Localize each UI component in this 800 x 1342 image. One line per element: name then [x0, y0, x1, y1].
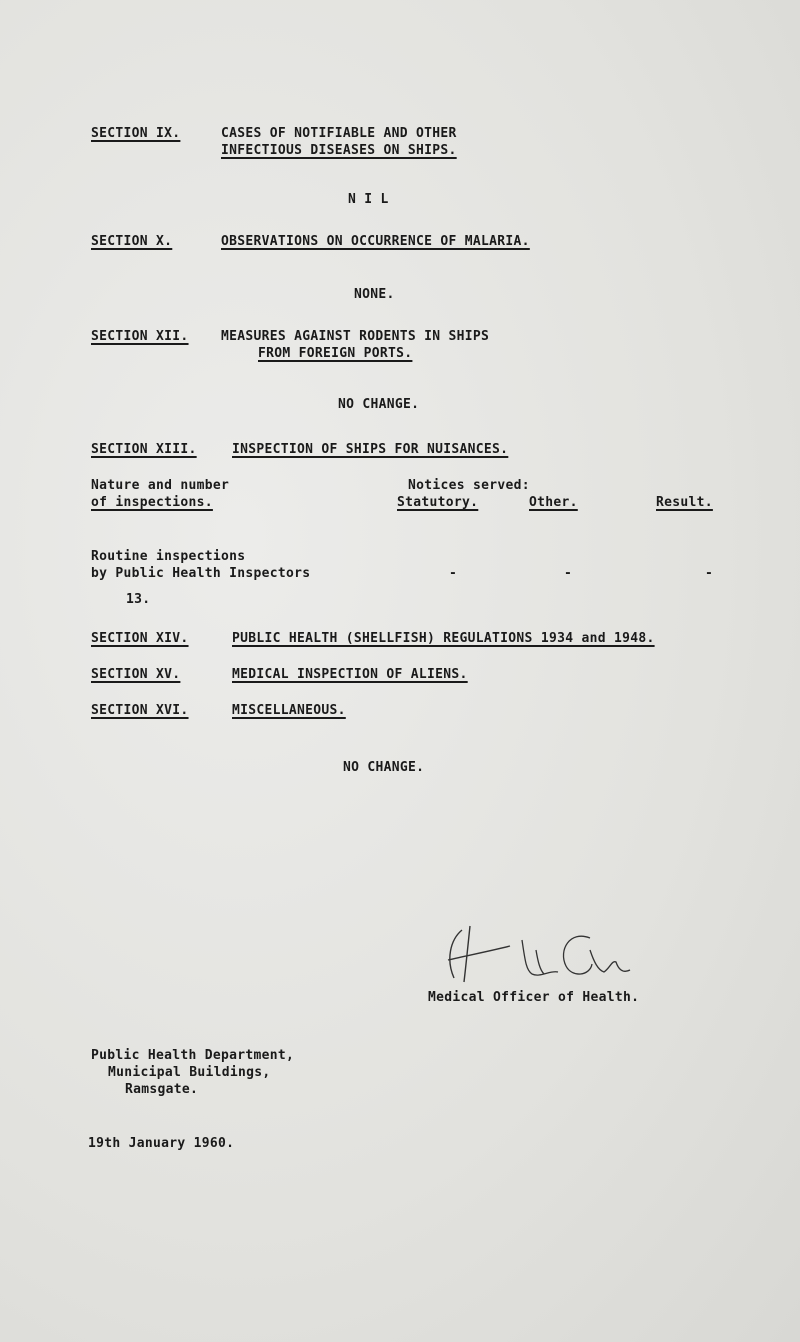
section-xii-label: SECTION XII.: [91, 329, 189, 344]
section-xii-title-line2: FROM FOREIGN PORTS.: [258, 346, 413, 361]
section-xii-status: NO CHANGE.: [338, 397, 420, 412]
section-xvi-label: SECTION XVI.: [91, 703, 189, 718]
section-xiv-title: PUBLIC HEALTH (SHELLFISH) REGULATIONS 1934 and 1948.: [232, 631, 655, 646]
section-xiii-title: INSPECTION OF SHIPS FOR NUISANCES.: [232, 442, 509, 457]
section-xii-title-line1: MEASURES AGAINST RODENTS IN SHIPS: [221, 329, 490, 344]
section-ix-title-line1: CASES OF NOTIFIABLE AND OTHER: [221, 126, 457, 141]
row-statutory-value: -: [449, 566, 458, 581]
section-x-title: OBSERVATIONS ON OCCURRENCE OF MALARIA.: [221, 234, 530, 249]
handwritten-signature: [440, 920, 640, 990]
row-count-value: 13.: [126, 592, 151, 607]
section-x-status: NONE.: [354, 287, 395, 302]
address-line1: Public Health Department,: [91, 1048, 295, 1063]
column-statutory: Statutory.: [397, 495, 479, 510]
section-xiv-label: SECTION XIV.: [91, 631, 189, 646]
section-ix-label: SECTION IX.: [91, 126, 181, 141]
signatory-title: Medical Officer of Health.: [428, 990, 640, 1005]
column-nature-line2: of inspections.: [91, 495, 213, 510]
row-other-value: -: [564, 566, 573, 581]
section-ix-title-line2: INFECTIOUS DISEASES ON SHIPS.: [221, 143, 457, 158]
address-line3: Ramsgate.: [125, 1082, 199, 1097]
section-xv-label: SECTION XV.: [91, 667, 181, 682]
column-other: Other.: [529, 495, 578, 510]
address-line2: Municipal Buildings,: [108, 1065, 271, 1080]
column-nature-line1: Nature and number: [91, 478, 230, 493]
section-x-label: SECTION X.: [91, 234, 173, 249]
row-routine-line1: Routine inspections: [91, 549, 246, 564]
column-result: Result.: [656, 495, 713, 510]
row-result-value: -: [705, 566, 714, 581]
section-xvi-status: NO CHANGE.: [343, 760, 425, 775]
section-xiii-label: SECTION XIII.: [91, 442, 197, 457]
notices-served-heading: Notices served:: [408, 478, 530, 493]
section-xvi-title: MISCELLANEOUS.: [232, 703, 346, 718]
report-date: 19th January 1960.: [88, 1136, 235, 1151]
section-ix-status: N I L: [348, 192, 389, 207]
section-xv-title: MEDICAL INSPECTION OF ALIENS.: [232, 667, 468, 682]
row-routine-line2: by Public Health Inspectors: [91, 566, 311, 581]
